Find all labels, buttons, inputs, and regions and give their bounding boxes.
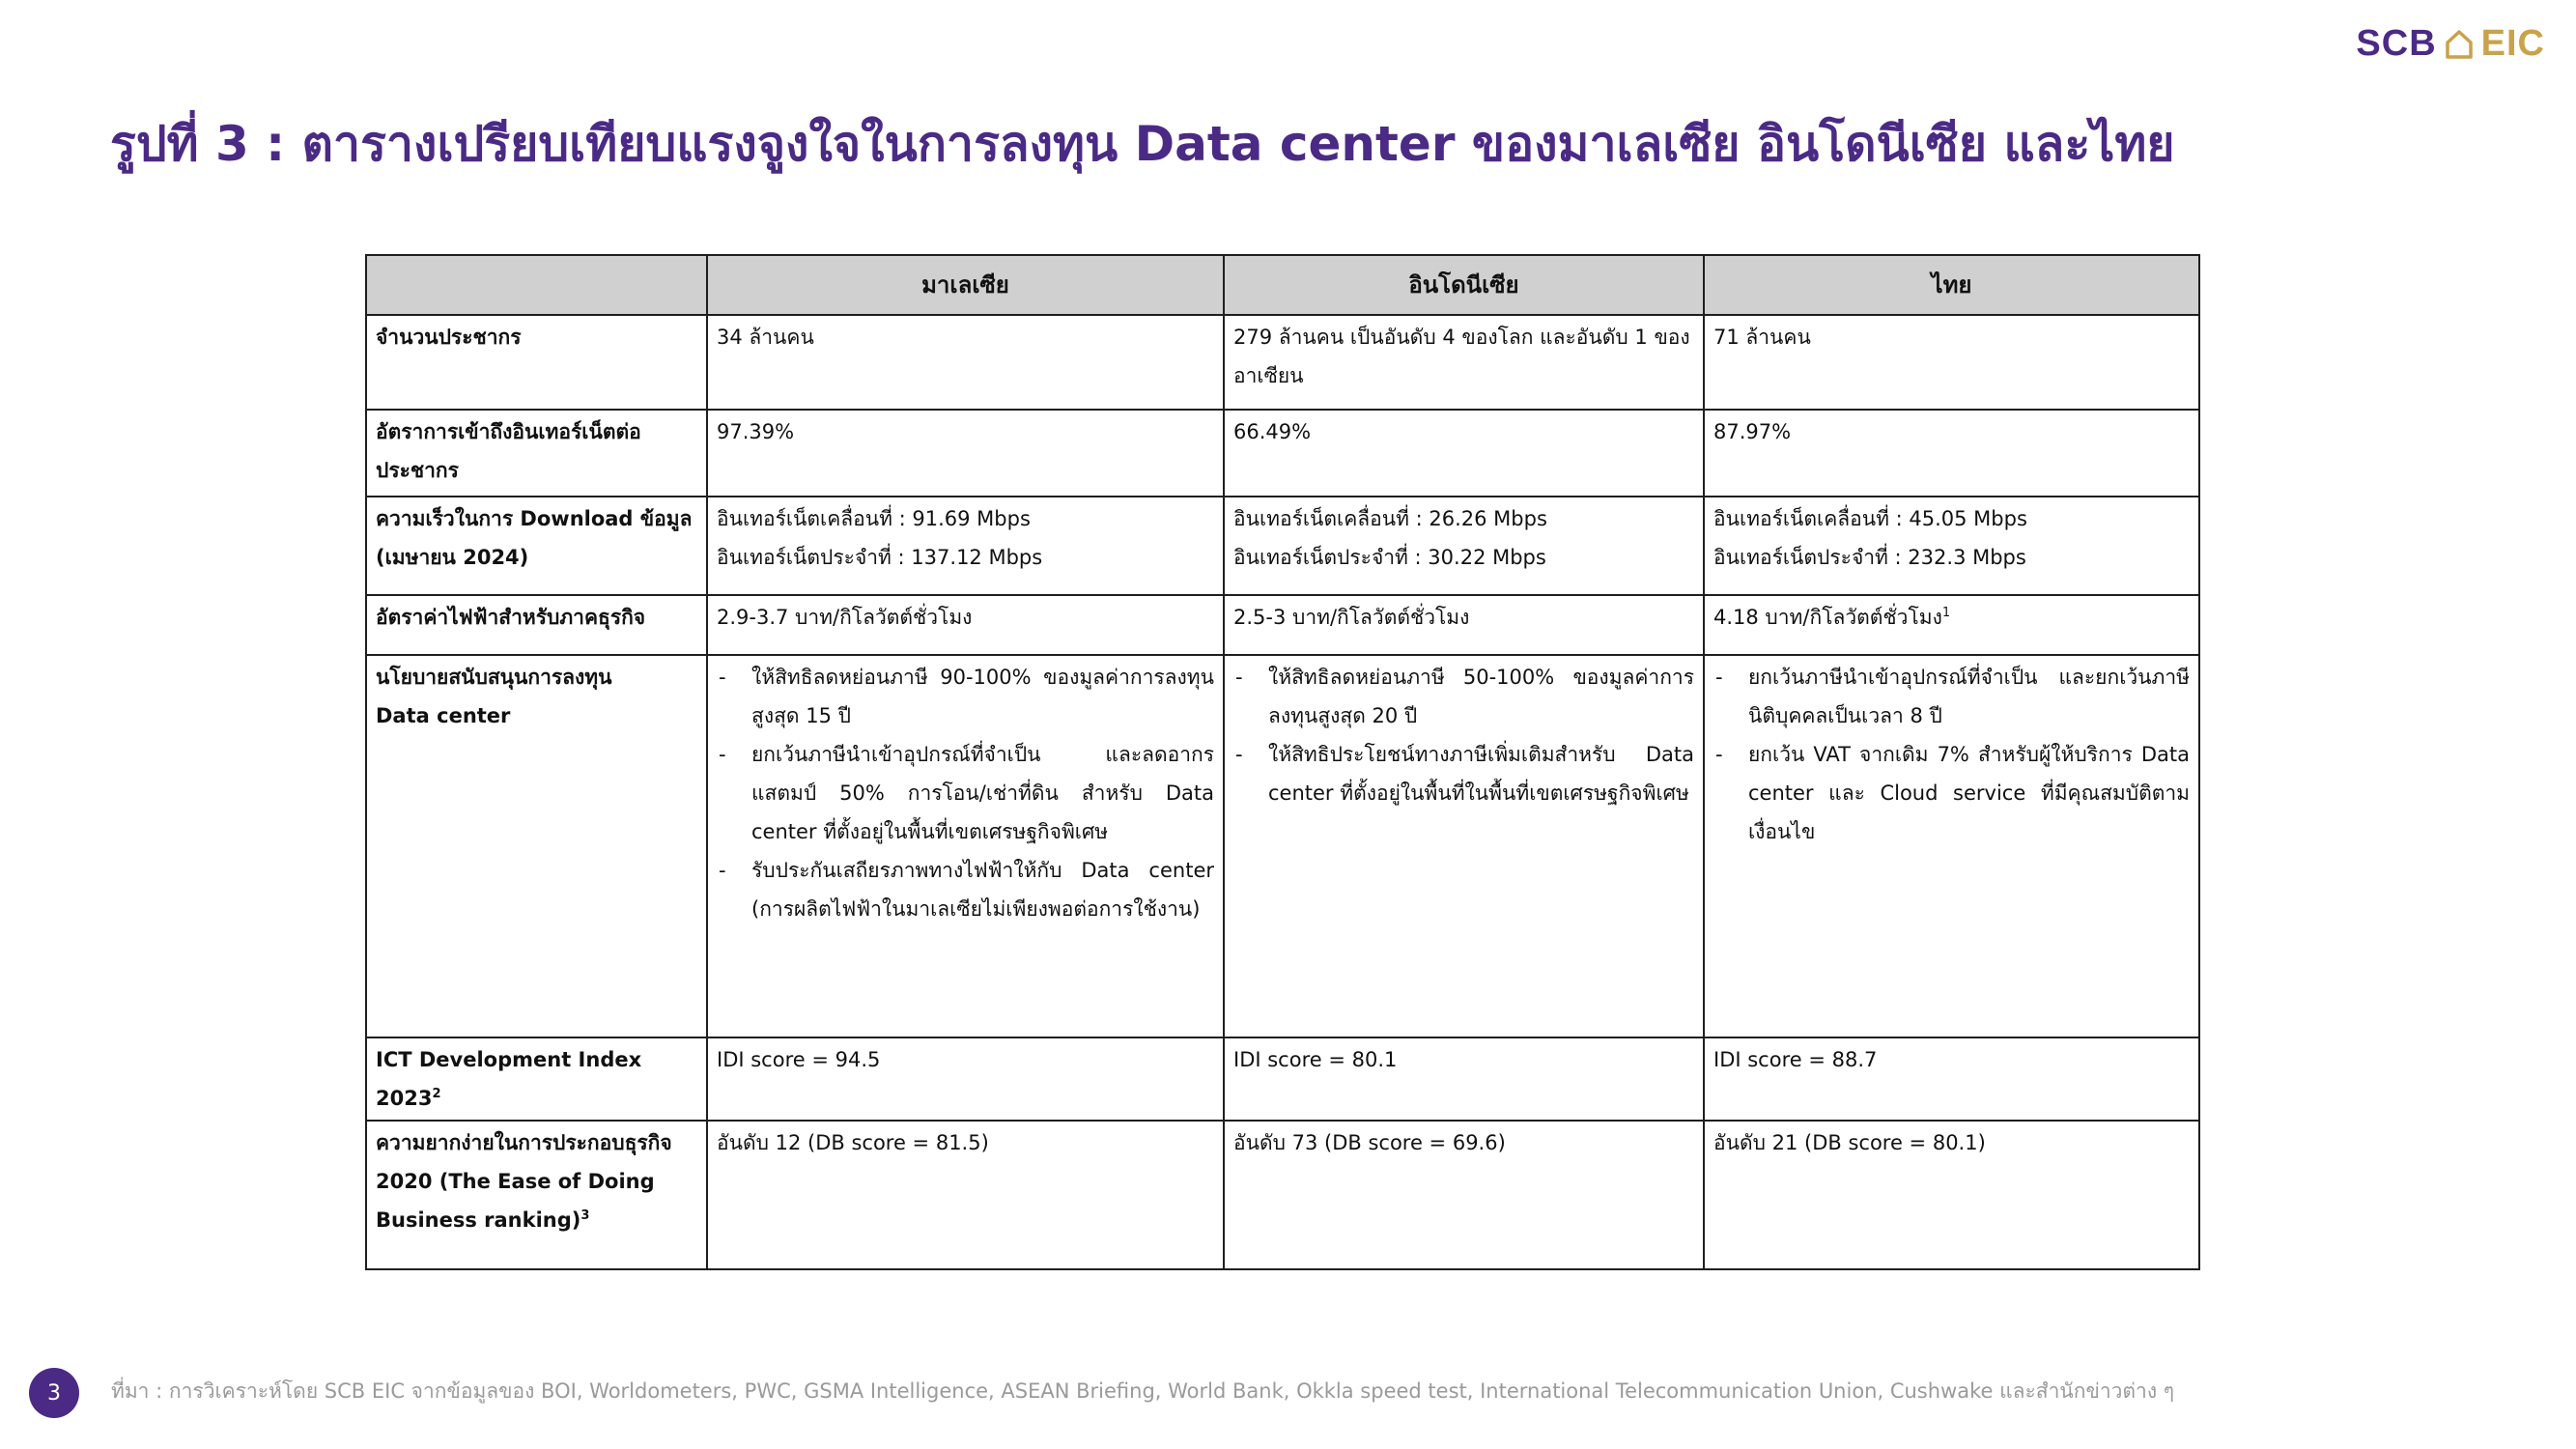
logo-scb-text: SCB xyxy=(2356,23,2437,64)
row-label: อัตราการเข้าถึงอินเทอร์เน็ตต่อประชากร xyxy=(366,410,707,497)
row-label: ความเร็วในการ Download ข้อมูล (เมษายน 2024) xyxy=(366,497,707,595)
cell-malaysia: อันดับ 12 (DB score = 81.5) xyxy=(707,1121,1224,1269)
table-row-electricity-rate xyxy=(366,595,2199,655)
policy-list xyxy=(1233,658,1694,812)
page-title: รูปที่ 3 : ตารางเปรียบเทียบแรงจูงใจในการลงทุน Data center ของมาเลเซีย อินโดนีเซีย และไทย xyxy=(110,116,2175,172)
cell-indonesia: IDI score = 80.1 xyxy=(1224,1037,1704,1121)
row-label-line xyxy=(376,1201,697,1239)
footnote-marker: 3 xyxy=(580,1208,590,1223)
cell-indonesia xyxy=(1224,497,1704,595)
speed-fixed: อินเทอร์เน็ตประจำที่ : 30.22 Mbps xyxy=(1233,546,1546,569)
table-row-internet-penetration xyxy=(366,410,2199,497)
row-label-text: Business ranking) xyxy=(376,1208,581,1232)
logo-eic-text: EIC xyxy=(2480,23,2545,64)
cell-thailand: 71 ล้านคน xyxy=(1704,315,2199,410)
row-label: อัตราค่าไฟฟ้าสำหรับภาคธุรกิจ xyxy=(366,595,707,655)
header-cell-indonesia: อินโดนีเซีย xyxy=(1224,255,1704,315)
footnote-marker: 1 xyxy=(1941,606,1951,620)
cell-malaysia xyxy=(707,655,1224,1037)
speed-fixed: อินเทอร์เน็ตประจำที่ : 137.12 Mbps xyxy=(717,546,1043,569)
table-row-download-speed xyxy=(366,497,2199,595)
cell-thailand: IDI score = 88.7 xyxy=(1704,1037,2199,1121)
list-item: - ให้สิทธิประโยชน์ทางภาษีเพิ่มเติมสำหรับ Data center ที่ตั้งอยู่ในพื้นที่ในพื้นที่เขตเศรษฐกิจพิเศษ xyxy=(1233,735,1694,812)
row-label xyxy=(366,1121,707,1269)
header-cell-malaysia: มาเลเซีย xyxy=(707,255,1224,315)
policy-list xyxy=(1713,658,2190,851)
page-number-badge: 3 xyxy=(29,1368,79,1418)
row-label-line: ความยากง่ายในการประกอบธุรกิจ xyxy=(376,1131,672,1154)
source-note: ที่มา : การวิเคราะห์โดย SCB EIC จากข้อมูลของ BOI, Worldometers, PWC, GSMA Intelligence, ASEAN Briefing, World Bank, Okkla speed test, International Telecommunication Union, Cushwake และสำนักข่าวต่าง ๆ xyxy=(111,1379,2175,1403)
speed-mobile: อินเทอร์เน็ตเคลื่อนที่ : 91.69 Mbps xyxy=(717,507,1031,530)
table-header-row xyxy=(366,255,2199,315)
row-label xyxy=(366,655,707,1037)
cell-indonesia: 2.5-3 บาท/กิโลวัตต์ชั่วโมง xyxy=(1224,595,1704,655)
list-item: - รับประกันเสถียรภาพทางไฟฟ้าให้กับ Data center (การผลิตไฟฟ้าในมาเลเซียไม่เพียงพอต่อการใช้งาน) xyxy=(717,851,1214,928)
cell-malaysia xyxy=(707,497,1224,595)
table-row-ease-of-business xyxy=(366,1121,2199,1269)
header-cell-thailand: ไทย xyxy=(1704,255,2199,315)
cell-malaysia: 34 ล้านคน xyxy=(707,315,1224,410)
cell-malaysia: 2.9-3.7 บาท/กิโลวัตต์ชั่วโมง xyxy=(707,595,1224,655)
speed-mobile: อินเทอร์เน็ตเคลื่อนที่ : 26.26 Mbps xyxy=(1233,507,1547,530)
cell-indonesia xyxy=(1224,655,1704,1037)
list-item: - ให้สิทธิลดหย่อนภาษี 50-100% ของมูลค่าการลงทุนสูงสุด 20 ปี xyxy=(1233,658,1694,735)
cell-thailand xyxy=(1704,497,2199,595)
policy-list xyxy=(717,658,1214,928)
speed-fixed: อินเทอร์เน็ตประจำที่ : 232.3 Mbps xyxy=(1713,546,2026,569)
list-item: - ให้สิทธิลดหย่อนภาษี 90-100% ของมูลค่าการลงทุนสูงสุด 15 ปี xyxy=(717,658,1214,735)
table-row-population xyxy=(366,315,2199,410)
speed-mobile: อินเทอร์เน็ตเคลื่อนที่ : 45.05 Mbps xyxy=(1713,507,2027,530)
electricity-value: 4.18 บาท/กิโลวัตต์ชั่วโมง xyxy=(1713,606,1942,629)
row-label xyxy=(366,1037,707,1121)
cell-thailand xyxy=(1704,595,2199,655)
table-row-investment-policy xyxy=(366,655,2199,1037)
cell-indonesia: อันดับ 73 (DB score = 69.6) xyxy=(1224,1121,1704,1269)
list-item: - ยกเว้นภาษีนำเข้าอุปกรณ์ที่จำเป็น และลดอากรแสตมป์ 50% การโอน/เช่าที่ดิน สำหรับ Data center ที่ตั้งอยู่ในพื้นที่เขตเศรษฐกิจพิเศษ xyxy=(717,735,1214,851)
cell-thailand: 87.97% xyxy=(1704,410,2199,497)
row-label-line: Data center xyxy=(376,704,511,727)
table-row-ict-index xyxy=(366,1037,2199,1121)
row-label-line: 2020 (The Ease of Doing xyxy=(376,1170,655,1193)
cell-malaysia: IDI score = 94.5 xyxy=(707,1037,1224,1121)
row-label: จำนวนประชากร xyxy=(366,315,707,410)
cell-thailand: อันดับ 21 (DB score = 80.1) xyxy=(1704,1121,2199,1269)
comparison-table xyxy=(365,254,2200,1270)
cell-malaysia: 97.39% xyxy=(707,410,1224,497)
list-item: - ยกเว้นภาษีนำเข้าอุปกรณ์ที่จำเป็น และยกเว้นภาษีนิติบุคคลเป็นเวลา 8 ปี xyxy=(1713,658,2190,735)
footnote-marker: 2 xyxy=(432,1087,441,1101)
house-icon xyxy=(2443,28,2476,61)
header-cell-blank xyxy=(366,255,707,315)
row-label-line: นโยบายสนับสนุนการลงทุน xyxy=(376,666,612,689)
cell-indonesia: 279 ล้านคน เป็นอันดับ 4 ของโลก และอันดับ 1 ของอาเซียน xyxy=(1224,315,1704,410)
row-label-text: ICT Development Index 2023 xyxy=(376,1048,642,1110)
cell-thailand xyxy=(1704,655,2199,1037)
cell-indonesia: 66.49% xyxy=(1224,410,1704,497)
scb-eic-logo xyxy=(2356,23,2545,65)
list-item: - ยกเว้น VAT จากเดิม 7% สำหรับผู้ให้บริการ Data center และ Cloud service ที่มีคุณสมบัติตามเงื่อนไข xyxy=(1713,735,2190,851)
